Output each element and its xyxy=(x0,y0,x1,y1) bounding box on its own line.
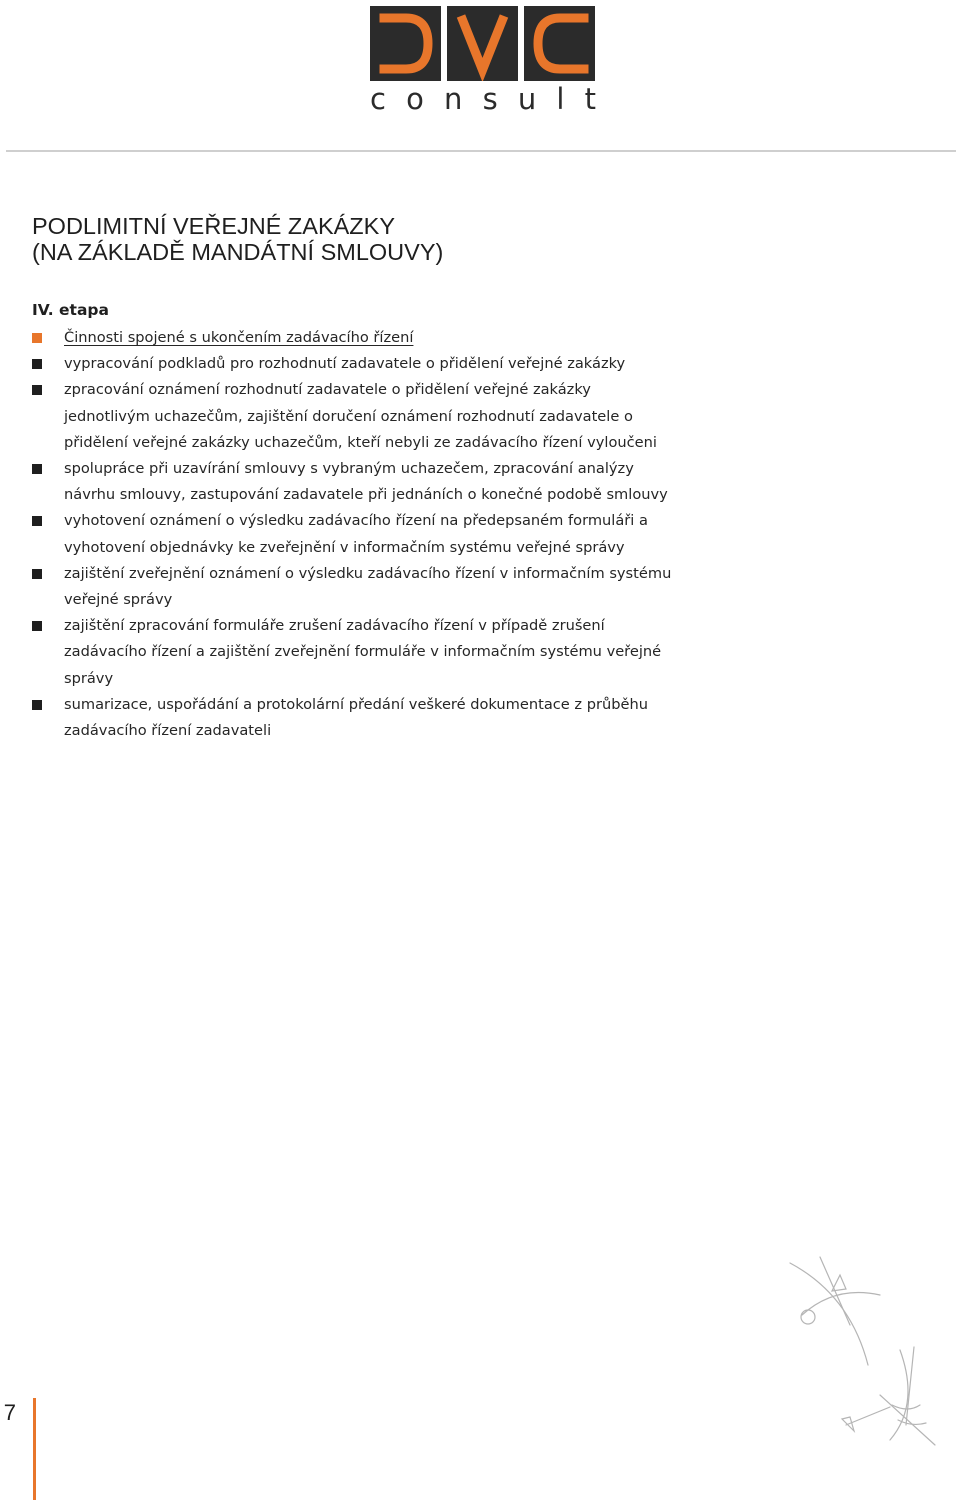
list-item-text: sumarizace, uspořádání a protokolární předání veškeré dokumentace z průběhu zadávacího řízení zadavateli xyxy=(64,695,648,740)
list-item xyxy=(32,692,672,744)
list-item-text: vyhotovení oznámení o výsledku zadávacího řízení na předepsaném formuláři a vyhotovení objednávky ke zveřejnění v informačním systému veřejné správy xyxy=(64,512,648,556)
square-bullet-icon xyxy=(32,516,42,526)
logo-wordmark xyxy=(370,84,596,114)
page-title-line-1: PODLIMITNÍ VEŘEJNÉ ZAKÁZKY xyxy=(32,213,396,239)
section-label: IV. etapa xyxy=(32,301,109,319)
bullet-list xyxy=(32,325,672,744)
list-item xyxy=(32,561,672,613)
list-item xyxy=(32,613,672,692)
square-bullet-icon xyxy=(32,333,42,343)
list-item xyxy=(32,456,672,508)
page-number-accent-bar xyxy=(33,1398,36,1500)
list-item-text: zajištění zpracování formuláře zrušení zadávacího řízení v případě zrušení zadávacího řízení a zajištění zveřejnění formuláře v informačním systému veřejné správy xyxy=(64,617,662,687)
logo-letter-d xyxy=(370,6,441,81)
logo-wordmark-letter: t xyxy=(584,82,596,116)
square-bullet-icon xyxy=(32,700,42,710)
logo-wordmark-letter: n xyxy=(444,82,463,116)
list-item-text: zpracování oznámení rozhodnutí zadavatele o přidělení veřejné zakázky jednotlivým uchazečům, zajištění doručení oznámení rozhodnutí zadavatele o přidělení veřejné zakázky uchazečům, kteří nebyli ze zadávacího řízení vyloučeni xyxy=(64,381,657,451)
list-item xyxy=(32,377,672,456)
logo-letter-box-d xyxy=(370,6,441,81)
logo-letter-box-c xyxy=(524,6,595,81)
dvc-consult-logo xyxy=(370,6,596,116)
logo-wordmark-letter: s xyxy=(482,82,498,116)
logo-letter-c xyxy=(524,6,596,81)
square-bullet-icon xyxy=(32,569,42,579)
page-number: 7 xyxy=(3,1400,16,1425)
list-item-text: zajištění zveřejnění oznámení o výsledku zadávacího řízení v informačním systému veřejné správy xyxy=(64,564,672,609)
logo-wordmark-letter: u xyxy=(517,82,537,116)
list-item xyxy=(32,508,672,560)
list-item-text: spolupráce při uzavírání smlouvy s vybraným uchazečem, zpracování analýzy návrhu smlouvy, zastupování zadavatele při jednáních o konečné podobě smlouvy xyxy=(64,460,668,504)
square-bullet-icon xyxy=(32,359,42,369)
list-item-text: vypracování podkladů pro rozhodnutí zadavatele o přidělení veřejné zakázky xyxy=(64,355,626,373)
logo-wordmark-letter: l xyxy=(556,82,565,116)
logo-wordmark-letter: o xyxy=(406,82,424,116)
page-title-line-2: (NA ZÁKLADĚ MANDÁTNÍ SMLOUVY) xyxy=(32,239,444,265)
header-divider xyxy=(6,150,956,152)
logo-letter-v xyxy=(447,6,518,81)
list-item xyxy=(32,351,672,377)
square-bullet-icon xyxy=(32,621,42,631)
square-bullet-icon xyxy=(32,464,42,474)
page-title xyxy=(32,213,443,265)
logo-wordmark-letter: c xyxy=(370,82,386,116)
square-bullet-icon xyxy=(32,385,42,395)
list-item-text: Činnosti spojené s ukončením zadávacího řízení xyxy=(64,329,414,346)
compass-sketch-illustration xyxy=(780,1255,950,1455)
logo-letter-box-v xyxy=(447,6,518,81)
list-heading-item xyxy=(32,325,672,351)
